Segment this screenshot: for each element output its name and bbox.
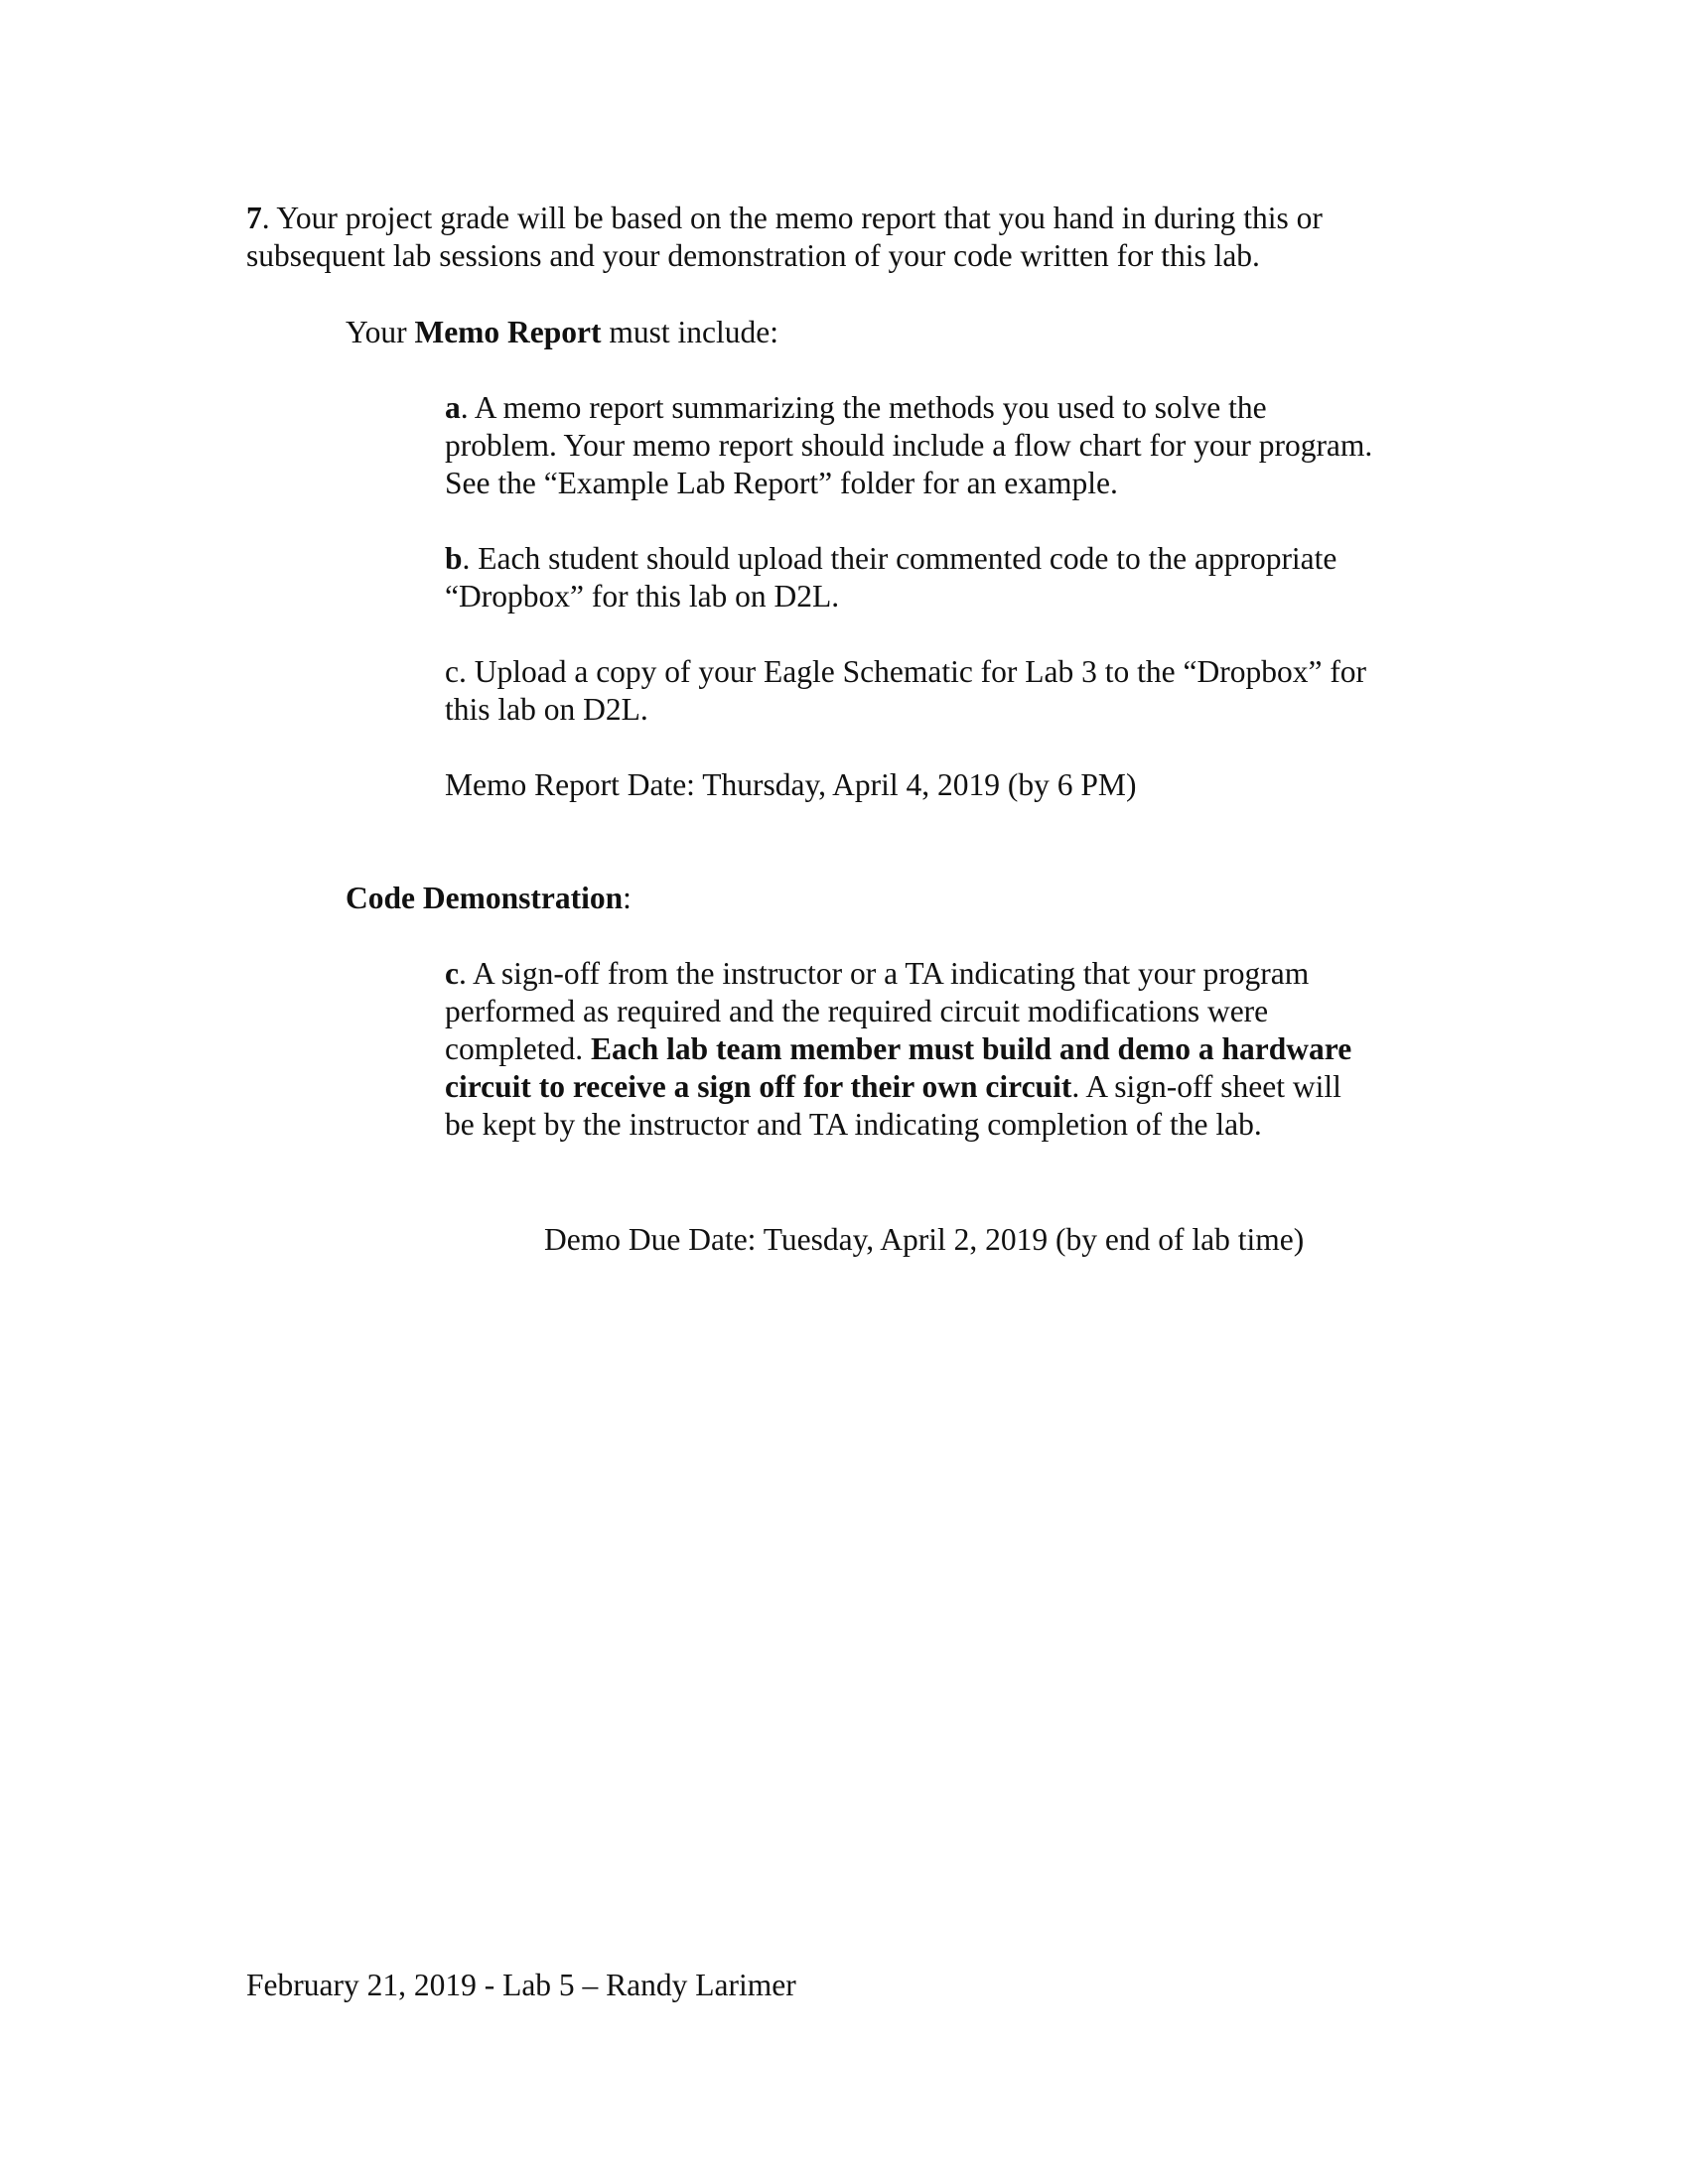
item-7-number: 7: [246, 201, 262, 235]
item-7-line-2: subsequent lab sessions and your demonstration of your code written for this lab.: [246, 238, 1260, 273]
item-7-paragraph: [246, 200, 1323, 275]
item-c-signoff-paragraph: c. A sign-off from the instructor or a TA indicating that your program performed as required and the required circuit modifications were completed. Each lab team member must build and demo a hardware circuit to receive a sign off for their own circuit. A sign-off sheet will be kept by the instructor and TA indicating completion of the lab.: [445, 956, 1352, 1142]
item-a-letter: a: [445, 390, 461, 425]
demo-due-date: Demo Due Date: Tuesday, April 2, 2019 (by end of lab time): [544, 1222, 1305, 1257]
page-footer: February 21, 2019 - Lab 5 – Randy Larimer: [246, 1968, 796, 2002]
memo-report-label: Memo Report: [414, 315, 602, 349]
item-b-letter: b: [445, 541, 463, 576]
item-c-letter: c: [445, 956, 459, 991]
item-b-paragraph: b. Each student should upload their commented code to the appropriate “Dropbox” for this lab on D2L.: [445, 541, 1337, 614]
item-7-line-1: 7. Your project grade will be based on the memo report that you hand in during this or: [246, 201, 1323, 235]
memo-report-date: Memo Report Date: Thursday, April 4, 2019 (by 6 PM): [445, 767, 1137, 802]
item-a-paragraph: a. A memo report summarizing the methods you used to solve the problem. Your memo report should include a flow chart for your program. See the “Example Lab Report” folder for an example.: [445, 390, 1373, 500]
memo-report-heading: Your Memo Report must include:: [346, 315, 778, 349]
code-demonstration-label: Code Demonstration: [346, 881, 624, 915]
item-c-upload-paragraph: c. Upload a copy of your Eagle Schematic for Lab 3 to the “Dropbox” for this lab on D2L.: [445, 654, 1367, 727]
code-demonstration-heading: Code Demonstration:: [346, 881, 632, 915]
